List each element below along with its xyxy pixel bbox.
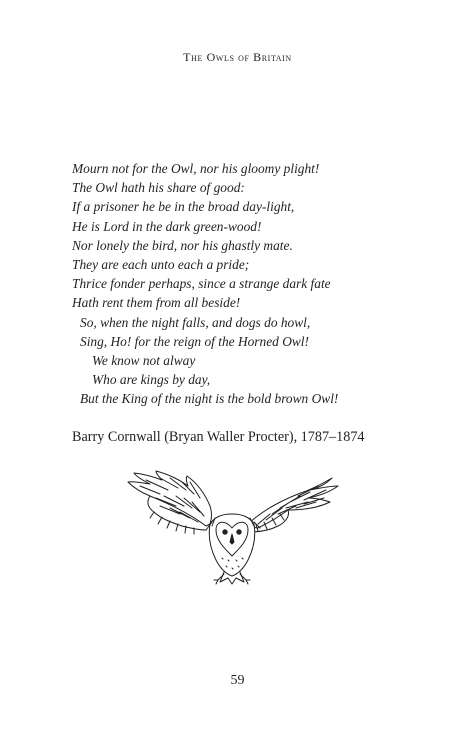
poem-line: Mourn not for the Owl, nor his gloomy plight! <box>72 161 320 176</box>
poem-line: But the King of the night is the bold brown Owl! <box>80 391 339 407</box>
poem-line: So, when the night falls, and dogs do howl, <box>80 314 311 330</box>
poem-line: They are each unto each a pride; <box>72 256 250 272</box>
poem-line: We know not alway <box>92 352 196 368</box>
poem-line: Sing, Ho! for the reign of the Horned Owl! <box>80 333 309 349</box>
running-head: The Owls of Britain <box>183 50 292 64</box>
poem-line: Who are kings by day, <box>92 372 211 388</box>
barn-owl-illustration-icon <box>120 468 345 586</box>
attribution: Barry Cornwall (Bryan Waller Procter), 1787–1874 <box>72 429 365 445</box>
page-number: 59 <box>230 673 245 688</box>
poem-line: He is Lord in the dark green-wood! <box>72 218 262 234</box>
poem-line: Thrice fonder perhaps, since a strange dark fate <box>72 276 331 292</box>
poem-line: The Owl hath his share of good: <box>72 180 245 196</box>
poem-line: Nor lonely the bird, nor his ghastly mate. <box>72 237 293 253</box>
poem-line: Hath rent them from all beside! <box>72 295 241 311</box>
poem <box>72 159 432 408</box>
poem-line: If a prisoner he be in the broad day-light, <box>72 199 295 215</box>
